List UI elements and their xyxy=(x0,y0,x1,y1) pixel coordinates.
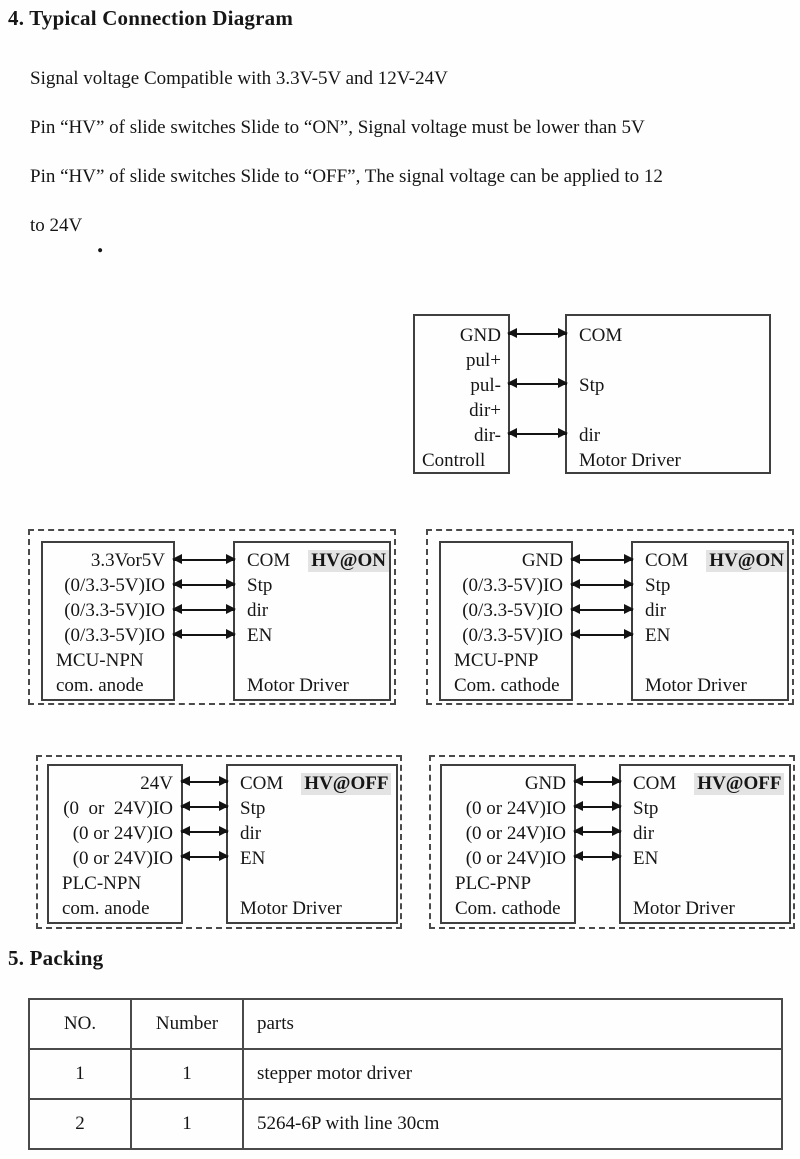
stray-period: . xyxy=(97,231,104,258)
table-row xyxy=(29,1049,782,1099)
pin-label: (0/3.3-5V)IO xyxy=(64,600,165,621)
double-arrow xyxy=(508,433,567,435)
double-arrow xyxy=(181,856,228,858)
double-arrow xyxy=(181,831,228,833)
pin-label: Stp xyxy=(645,575,671,596)
double-arrow xyxy=(181,806,228,808)
pin-label: COM xyxy=(240,773,284,794)
motor-driver-box xyxy=(631,541,789,701)
pin-label: COM xyxy=(579,325,623,346)
cell-number: 1 xyxy=(131,1049,243,1099)
header-no: NO. xyxy=(29,999,131,1049)
pin-row xyxy=(235,548,389,573)
double-arrow xyxy=(173,559,235,561)
section-5-heading: 5. Packing xyxy=(8,946,104,970)
pin-label: (0 or 24V)IO xyxy=(72,823,173,844)
diagram-plc-npn xyxy=(36,755,402,929)
box-caption: Motor Driver xyxy=(645,675,747,696)
pin-label: EN xyxy=(633,848,659,869)
box-caption: Motor Driver xyxy=(247,675,349,696)
empty-row xyxy=(235,648,389,673)
double-arrow xyxy=(173,634,235,636)
paragraph-hv-off: Pin “HV” of slide switches Slide to “OFF”, The signal voltage can be applied to 12 xyxy=(30,166,663,187)
pin-label: 3.3Vor5V xyxy=(90,550,165,571)
empty-row xyxy=(621,871,789,896)
box-caption: PLC-PNP xyxy=(455,873,532,894)
pin-label: Stp xyxy=(247,575,273,596)
double-arrow xyxy=(571,584,633,586)
pin-label: (0 or 24V)IO xyxy=(465,823,566,844)
pin-label: dir xyxy=(579,425,601,446)
hv-mode-badge: HV@OFF xyxy=(301,773,391,795)
pin-label: (0/3.3-5V)IO xyxy=(64,575,165,596)
pin-label: (0/3.3-5V)IO xyxy=(462,625,563,646)
box-caption: Com. cathode xyxy=(455,898,561,919)
pin-label: (0/3.3-5V)IO xyxy=(462,600,563,621)
pin-label: EN xyxy=(240,848,266,869)
motor-driver-box xyxy=(233,541,391,701)
double-arrow xyxy=(173,584,235,586)
pin-row xyxy=(633,548,787,573)
double-arrow xyxy=(571,609,633,611)
box-caption: MCU-PNP xyxy=(454,650,539,671)
hv-mode-badge: HV@OFF xyxy=(694,773,784,795)
motor-driver-box xyxy=(226,764,398,924)
mcu-pnp-box xyxy=(439,541,573,701)
section-4-heading: 4. Typical Connection Diagram xyxy=(8,6,294,30)
motor-driver-box xyxy=(565,314,771,474)
double-arrow xyxy=(574,781,621,783)
double-arrow xyxy=(574,831,621,833)
empty-row xyxy=(567,348,769,373)
empty-row xyxy=(633,648,787,673)
box-caption: Com. cathode xyxy=(454,675,560,696)
packing-table xyxy=(28,998,783,1150)
paragraph-signal-voltage: Signal voltage Compatible with 3.3V-5V and 12V-24V xyxy=(30,68,448,89)
box-caption: Motor Driver xyxy=(633,898,735,919)
pin-label: (0/3.3-5V)IO xyxy=(64,625,165,646)
pin-label: dir xyxy=(247,600,269,621)
table-row xyxy=(29,1099,782,1149)
pin-label: Stp xyxy=(579,375,605,396)
pin-label: (0 or 24V)IO xyxy=(465,798,566,819)
controller-box xyxy=(413,314,510,474)
cell-no: 2 xyxy=(29,1099,131,1149)
pin-label: COM xyxy=(247,550,291,571)
box-caption: PLC-NPN xyxy=(62,873,142,894)
pin-label: (0 or 24V)IO xyxy=(72,848,173,869)
motor-driver-box xyxy=(619,764,791,924)
pin-row xyxy=(621,771,789,796)
diagram-plc-pnp xyxy=(429,755,795,929)
box-caption: MCU-NPN xyxy=(56,650,144,671)
pin-label: dir+ xyxy=(469,400,501,421)
diagram-mcu-npn xyxy=(28,529,396,705)
cell-number: 1 xyxy=(131,1099,243,1149)
pin-label: (0 or 24V)IO xyxy=(465,848,566,869)
pin-label: Stp xyxy=(633,798,659,819)
double-arrow xyxy=(173,609,235,611)
box-caption: Motor Driver xyxy=(579,450,681,471)
hv-mode-badge: HV@ON xyxy=(706,550,787,572)
pin-label: pul+ xyxy=(466,350,501,371)
double-arrow xyxy=(181,781,228,783)
paragraph-hv-on: Pin “HV” of slide switches Slide to “ON”, Signal voltage must be lower than 5V xyxy=(30,117,645,138)
pin-label: GND xyxy=(524,773,566,794)
pin-label: 24V xyxy=(140,773,173,794)
pin-row xyxy=(228,771,396,796)
header-parts: parts xyxy=(243,999,782,1049)
pin-label: pul- xyxy=(470,375,501,396)
pin-label: COM xyxy=(645,550,689,571)
pin-label: EN xyxy=(247,625,273,646)
box-caption: Motor Driver xyxy=(240,898,342,919)
plc-pnp-box xyxy=(440,764,576,924)
cell-parts: stepper motor driver xyxy=(243,1049,782,1099)
pin-label: dir xyxy=(240,823,262,844)
controller-diagram xyxy=(413,314,771,474)
pin-label: Stp xyxy=(240,798,266,819)
empty-row xyxy=(228,871,396,896)
paragraph-to-24v: to 24V xyxy=(30,215,83,236)
double-arrow xyxy=(574,806,621,808)
box-caption: com. anode xyxy=(56,675,144,696)
double-arrow xyxy=(571,634,633,636)
header-number: Number xyxy=(131,999,243,1049)
hv-mode-badge: HV@ON xyxy=(308,550,389,572)
cell-no: 1 xyxy=(29,1049,131,1099)
box-caption: com. anode xyxy=(62,898,150,919)
mcu-npn-box xyxy=(41,541,175,701)
pin-label: dir xyxy=(645,600,667,621)
pin-label: (0/3.3-5V)IO xyxy=(462,575,563,596)
pin-label: dir- xyxy=(473,425,501,446)
pin-label: GND xyxy=(521,550,563,571)
diagram-mcu-pnp xyxy=(426,529,794,705)
empty-row xyxy=(567,398,769,423)
double-arrow xyxy=(508,333,567,335)
pin-label: (0 or 24V)IO xyxy=(63,798,173,819)
pin-label: GND xyxy=(459,325,501,346)
cell-parts: 5264-6P with line 30cm xyxy=(243,1099,782,1149)
double-arrow xyxy=(508,383,567,385)
double-arrow xyxy=(574,856,621,858)
pin-label: dir xyxy=(633,823,655,844)
double-arrow xyxy=(571,559,633,561)
box-caption: Controll xyxy=(422,450,486,471)
pin-label: COM xyxy=(633,773,677,794)
plc-npn-box xyxy=(47,764,183,924)
table-header-row xyxy=(29,999,782,1049)
pin-label: EN xyxy=(645,625,671,646)
